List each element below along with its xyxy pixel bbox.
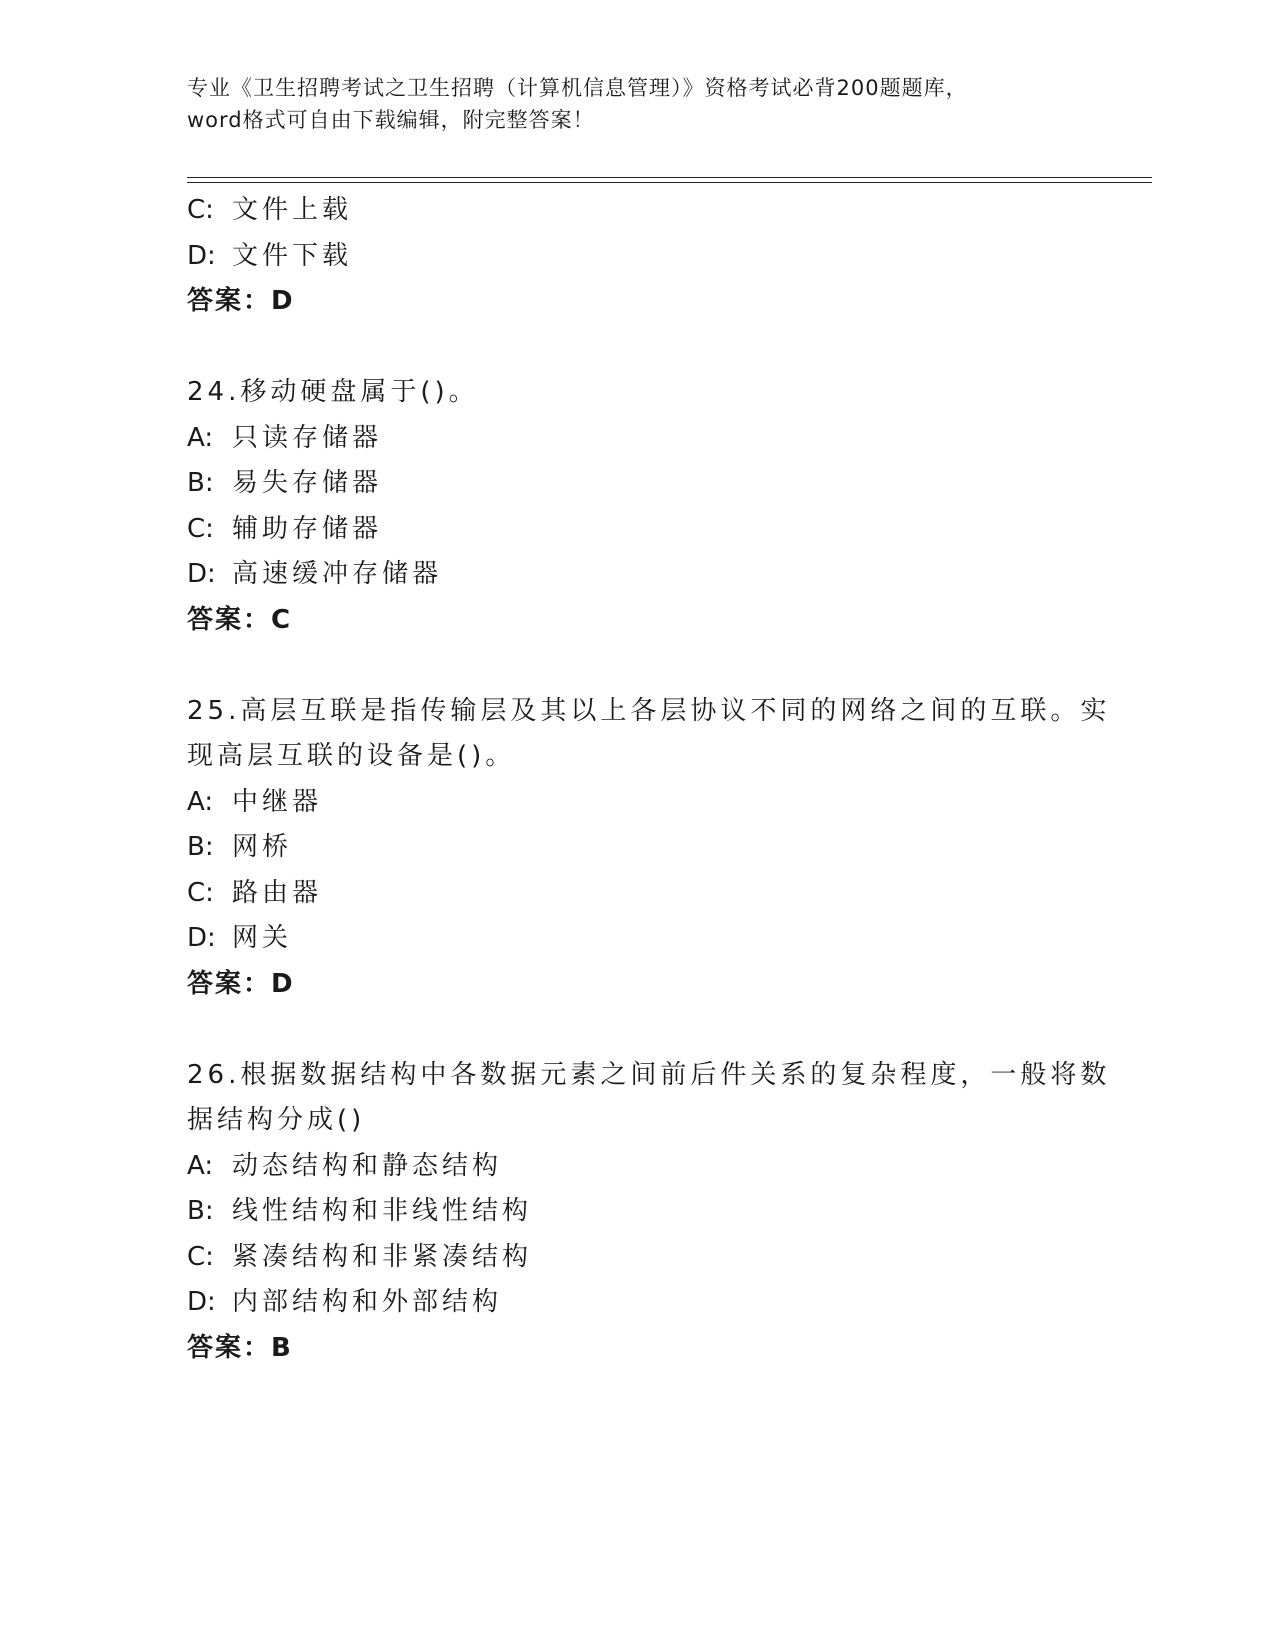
question-text-line-2: 据结构分成() — [187, 1105, 366, 1135]
option-prefix: B: — [187, 832, 214, 862]
option-prefix: D: — [187, 1287, 216, 1317]
question-25 — [187, 689, 1111, 1008]
spacer — [187, 643, 1087, 689]
answer-line: 答案：C — [187, 604, 293, 635]
spacer — [187, 325, 1087, 371]
option-b — [187, 461, 1087, 507]
option-text: 紧凑结构和非紧凑结构 — [232, 1241, 533, 1272]
header-line-2: word格式可自由下载编辑，附完整答案！ — [187, 108, 595, 132]
option-a — [187, 780, 1087, 826]
question-text-line-1: 25.高层互联是指传输层及其以上各层协议不同的网络之间的互联。实 — [187, 695, 1111, 726]
option-prefix: A: — [187, 1150, 214, 1181]
document-header — [187, 72, 1087, 136]
question-list — [187, 188, 1111, 1371]
header-double-rule — [187, 177, 1152, 183]
option-text: 中继器 — [232, 786, 323, 817]
answer-line: 答案：D — [187, 286, 295, 316]
option-b — [187, 825, 1087, 871]
option-a — [187, 416, 1087, 462]
option-text: 动态结构和静态结构 — [232, 1150, 503, 1181]
option-text: 路由器 — [232, 877, 323, 908]
option-prefix: A: — [187, 786, 214, 817]
option-text: 线性结构和非线性结构 — [232, 1196, 533, 1226]
question-text-line-1: 26.根据数据结构中各数据元素之间前后件关系的复杂程度，一般将数 — [187, 1059, 1111, 1090]
option-text: 只读存储器 — [232, 422, 383, 453]
spacer — [187, 1007, 1087, 1053]
header-line-1: 专业《卫生招聘考试之卫生招聘（计算机信息管理）》资格考试必背200题题库， — [187, 76, 968, 100]
option-c — [187, 188, 1087, 234]
option-text: 网关 — [232, 923, 293, 953]
option-text: 高速缓冲存储器 — [232, 559, 443, 589]
option-b — [187, 1189, 1087, 1235]
option-d — [187, 552, 1087, 598]
option-text: 内部结构和外部结构 — [232, 1287, 503, 1317]
option-prefix: D: — [187, 240, 216, 271]
option-prefix: D: — [187, 559, 216, 589]
option-text: 辅助存储器 — [232, 513, 383, 544]
option-d — [187, 916, 1087, 962]
option-prefix: C: — [187, 195, 214, 225]
option-c — [187, 871, 1087, 917]
option-c — [187, 1235, 1087, 1281]
option-prefix: A: — [187, 422, 214, 453]
option-c — [187, 507, 1087, 553]
option-text: 网桥 — [232, 832, 293, 862]
option-prefix: C: — [187, 877, 214, 908]
option-text: 文件上载 — [232, 195, 353, 225]
option-text: 易失存储器 — [232, 468, 383, 498]
answer-line: 答案：D — [187, 968, 295, 999]
option-prefix: D: — [187, 923, 216, 953]
option-prefix: B: — [187, 1196, 214, 1226]
question-24 — [187, 370, 1087, 643]
option-prefix: B: — [187, 468, 214, 498]
option-d — [187, 234, 1087, 280]
option-text: 文件下载 — [232, 240, 353, 271]
question-23-continued — [187, 188, 1087, 325]
option-prefix: C: — [187, 513, 214, 544]
option-prefix: C: — [187, 1241, 214, 1272]
option-d — [187, 1280, 1087, 1326]
question-text: 24.移动硬盘属于()。 — [187, 377, 479, 407]
answer-line: 答案：B — [187, 1332, 293, 1363]
question-26 — [187, 1053, 1111, 1372]
question-text-line-2: 现高层互联的设备是()。 — [187, 741, 516, 771]
option-a — [187, 1144, 1087, 1190]
